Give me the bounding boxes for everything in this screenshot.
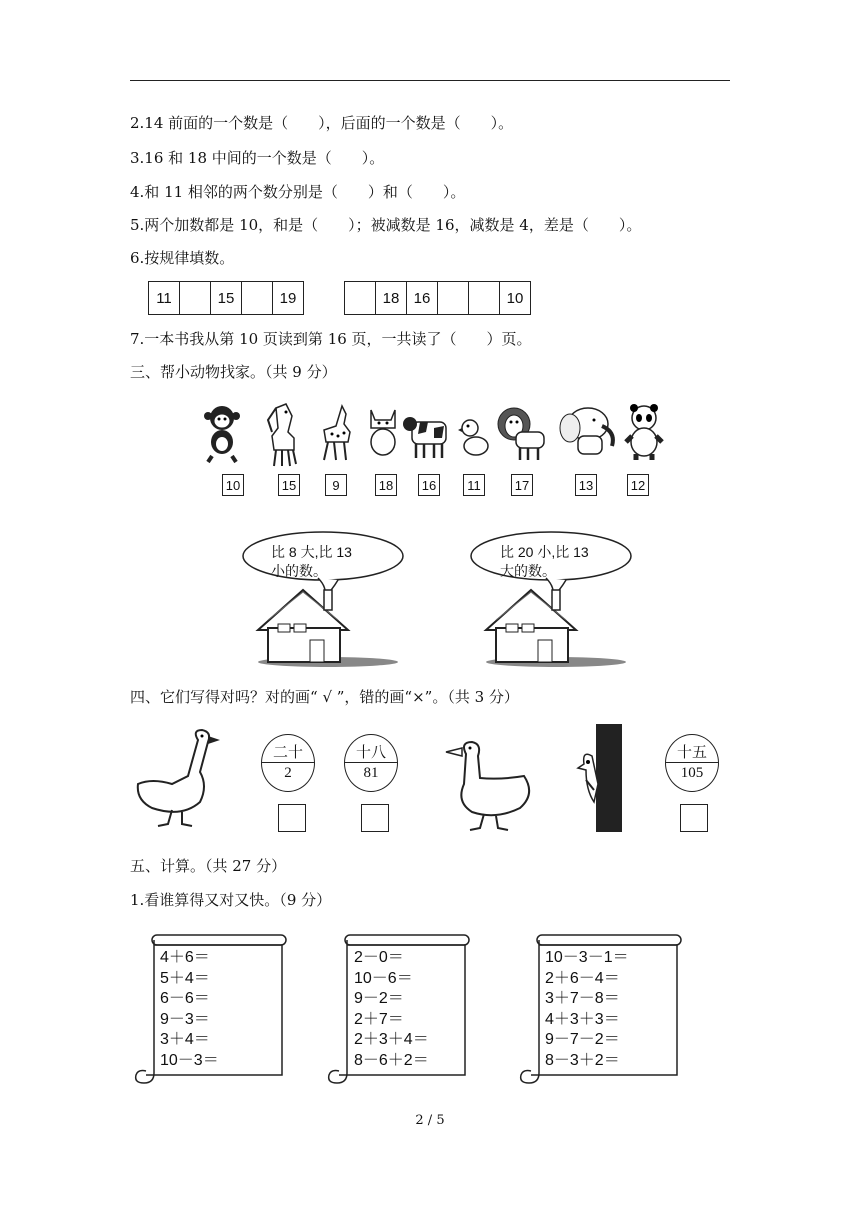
panda-icon (622, 402, 668, 462)
question-6: 6.按规律填数。 (130, 249, 235, 267)
disc-chinese: 十八 (345, 735, 397, 763)
horse-icon (262, 402, 304, 468)
scroll-3-problems (545, 948, 629, 1071)
arithmetic-problem: 4＋6＝ (160, 949, 210, 966)
question-4: 4.和 11 相邻的两个数分别是（ ）和（ ）。 (130, 183, 466, 201)
animal-number-box: 12 (627, 474, 649, 496)
sequence-right (344, 281, 531, 315)
sequence-cell: 18 (376, 282, 407, 314)
animal-number-box: 10 (222, 474, 244, 496)
house-right-text (500, 543, 589, 581)
header-rule (130, 80, 730, 81)
sequence-cell (438, 282, 469, 314)
animal-number-box: 9 (325, 474, 347, 496)
arithmetic-problem: 8－6＋2＝ (354, 1051, 429, 1069)
house-clue-line: 小的数。 (271, 563, 327, 579)
goose-icon (132, 726, 222, 830)
page-number: 2 / 5 (415, 1113, 445, 1128)
arithmetic-problem: 10－3＝ (160, 1051, 219, 1069)
sequence-cell: 11 (149, 282, 180, 314)
animal-number-box: 17 (511, 474, 533, 496)
answer-box[interactable] (680, 804, 708, 832)
lion-icon (494, 402, 552, 464)
question-3: 3.16 和 18 中间的一个数是（ ）。 (130, 149, 385, 167)
house-clue-line: 比 8 大,比 13 (271, 544, 352, 560)
arithmetic-problem: 5＋4＝ (160, 969, 210, 987)
elephant-icon (556, 402, 618, 462)
scroll-1-problems (160, 948, 219, 1071)
arithmetic-problem: 9－3＝ (160, 1010, 210, 1028)
animal-number-box: 18 (375, 474, 397, 496)
arithmetic-problem: 2＋6－4＝ (545, 969, 620, 987)
arithmetic-problem: 2－0＝ (354, 949, 404, 966)
sequence-cell (180, 282, 211, 314)
sequence-cell: 15 (211, 282, 242, 314)
answer-box[interactable] (278, 804, 306, 832)
question-5: 5.两个加数都是 10，和是（ ）；被减数是 16，减数是 4，差是（ ）。 (130, 216, 642, 234)
arithmetic-problem: 8－3＋2＝ (545, 1051, 620, 1069)
section-3-title: 三、帮小动物找家。（共 9 分） (130, 363, 337, 381)
arithmetic-problem: 4＋3＋3＝ (545, 1010, 620, 1028)
arithmetic-problem: 2＋3＋4＝ (354, 1031, 429, 1048)
duck-icon (440, 738, 540, 834)
arithmetic-problem: 9－7－2＝ (545, 1031, 620, 1048)
numeral-disc (665, 734, 719, 792)
question-2: 2.14 前面的一个数是（ ），后面的一个数是（ ）。 (130, 114, 514, 132)
section-5-title: 五、计算。（共 27 分） (130, 857, 287, 875)
sequence-cell: 16 (407, 282, 438, 314)
sequence-cell (242, 282, 273, 314)
arithmetic-problem: 3＋7－8＝ (545, 990, 620, 1007)
woodpecker-icon (568, 720, 630, 834)
scroll-2-problems (354, 948, 429, 1071)
arithmetic-problem: 10－3－1＝ (545, 949, 629, 966)
arithmetic-problem: 3＋4＝ (160, 1031, 210, 1048)
numeral-disc (344, 734, 398, 792)
arithmetic-problem: 6－6＝ (160, 990, 210, 1007)
duckling-icon (458, 402, 490, 460)
cow-icon (402, 402, 452, 462)
animal-number-box: 16 (418, 474, 440, 496)
animal-number-box: 13 (575, 474, 597, 496)
house-left-text (271, 543, 352, 581)
cat-icon (365, 402, 401, 458)
house-clue-line: 大的数。 (500, 563, 556, 579)
disc-digits: 2 (284, 765, 292, 781)
disc-digits: 81 (363, 765, 379, 781)
monkey-icon (200, 402, 244, 464)
animal-number-box: 15 (278, 474, 300, 496)
animal-number-box: 11 (463, 474, 485, 496)
sequence-cell: 19 (279, 289, 297, 307)
house-clue-line: 比 20 小,比 13 (500, 544, 589, 560)
arithmetic-problem: 10－6＝ (354, 969, 413, 987)
arithmetic-problem: 2＋7＝ (354, 1010, 404, 1028)
question-7: 7.一本书我从第 10 页读到第 16 页，一共读了（ ）页。 (130, 330, 532, 348)
disc-chinese: 十五 (666, 735, 718, 763)
sequence-cell: 10 (506, 289, 524, 307)
section-5-sub-1: 1.看谁算得又对又快。（9 分） (130, 891, 332, 909)
sequence-cell (469, 282, 500, 314)
deer-icon (316, 402, 356, 464)
disc-chinese: 二十 (262, 735, 314, 763)
section-4-title: 四、它们写得对吗？对的画“ √ ”，错的画“×”。（共 3 分） (130, 688, 519, 706)
numeral-disc (261, 734, 315, 792)
sequence-left (148, 281, 304, 315)
disc-digits: 105 (680, 765, 704, 781)
answer-box[interactable] (361, 804, 389, 832)
arithmetic-problem: 9－2＝ (354, 990, 404, 1007)
sequence-cell (345, 282, 376, 314)
